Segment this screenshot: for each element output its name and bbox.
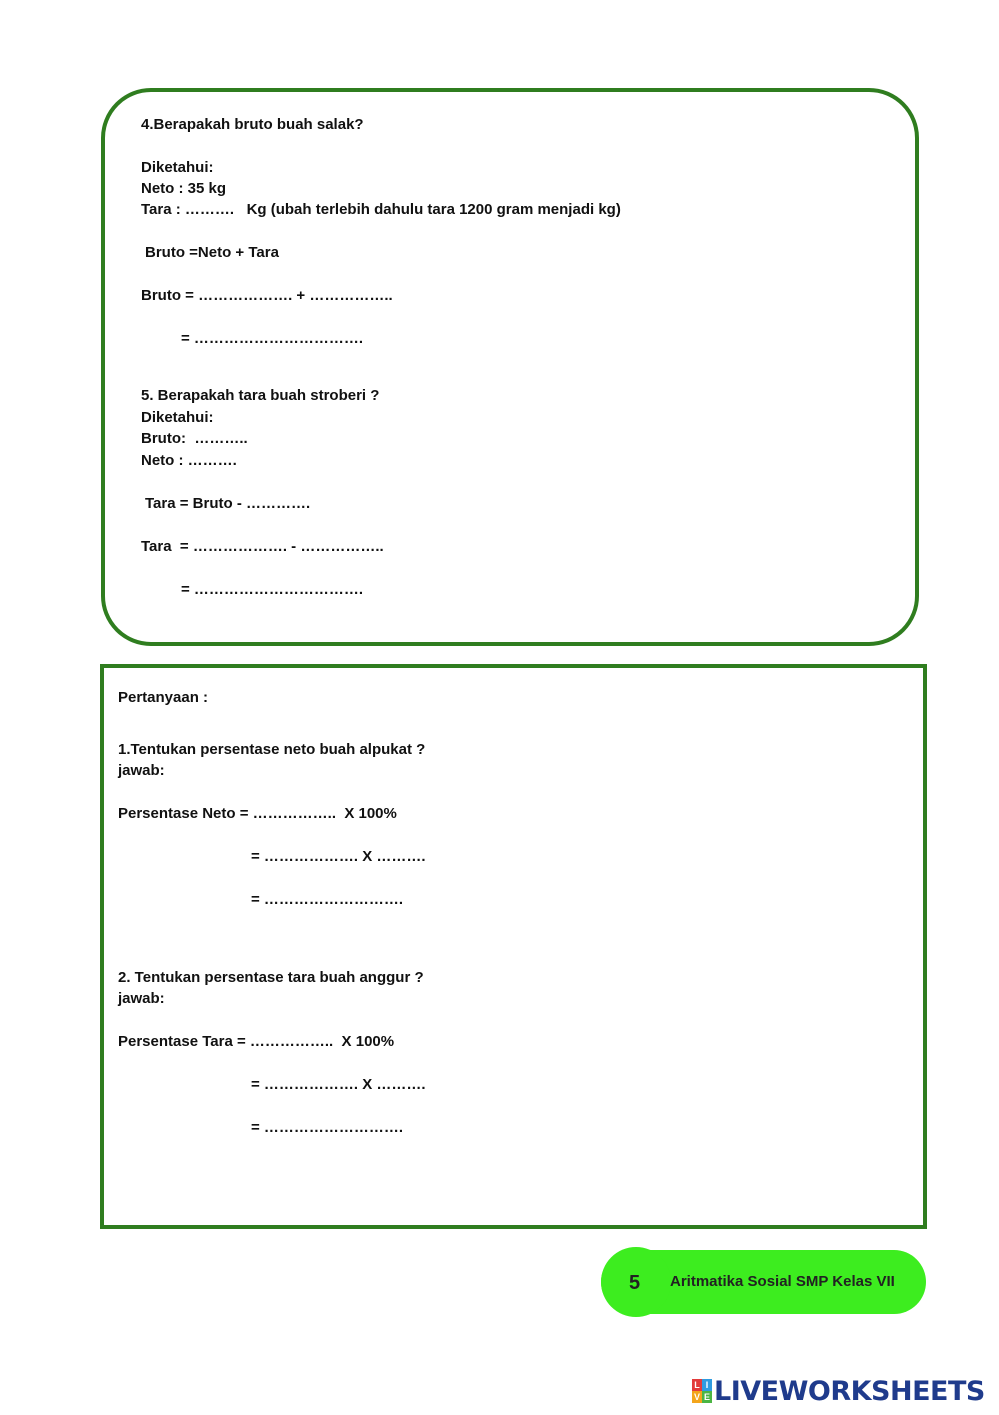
q4-tara: Tara : ………. Kg (ubah terlebih dahulu tara 1200 gram menjadi kg)	[141, 201, 621, 218]
footer-title: Aritmatika Sosial SMP Kelas VII	[670, 1273, 895, 1290]
logo-letter: I	[702, 1379, 712, 1391]
brand-name: LIVEWORKSHEETS	[714, 1375, 985, 1407]
question-box-top	[101, 88, 919, 646]
q5-step1: Tara = ………………. - ……………..	[141, 538, 384, 555]
q2-step2: = ………………. X ……….	[251, 1076, 426, 1093]
liveworksheets-brand	[692, 1376, 985, 1406]
q5-formula: Tara = Bruto - ………….	[145, 495, 311, 512]
q5-step2: = …………………………….	[181, 581, 364, 598]
q1-step3: = ……………………….	[251, 891, 404, 908]
logo-letter: L	[692, 1379, 702, 1391]
q1-step1: Persentase Neto = …………….. X 100%	[118, 805, 397, 822]
q4-formula: Bruto =Neto + Tara	[145, 244, 279, 261]
q2-step3: = ……………………….	[251, 1119, 404, 1136]
q5-neto: Neto : ……….	[141, 452, 237, 469]
q4-title: 4.Berapakah bruto buah salak?	[141, 116, 364, 133]
q4-step2: = …………………………….	[181, 330, 364, 347]
liveworksheets-logo-icon	[692, 1379, 712, 1403]
logo-letter: V	[693, 1392, 700, 1402]
q1-title: 1.Tentukan persentase neto buah alpukat ?	[118, 741, 426, 758]
pertanyaan-heading: Pertanyaan :	[118, 689, 209, 706]
q5-diketahui: Diketahui:	[141, 409, 214, 426]
page-number: 5	[629, 1272, 641, 1294]
q2-title: 2. Tentukan persentase tara buah anggur ?	[118, 969, 424, 986]
q1-step2: = ………………. X ……….	[251, 848, 426, 865]
q1-jawab: jawab:	[118, 762, 165, 779]
q5-bruto: Bruto: ………..	[141, 430, 248, 447]
q5-title: 5. Berapakah tara buah stroberi ?	[141, 387, 380, 404]
logo-letter: E	[703, 1392, 710, 1402]
q4-step1: Bruto = ………………. + ……………..	[141, 287, 393, 304]
q4-neto: Neto : 35 kg	[141, 180, 227, 197]
q4-diketahui: Diketahui:	[141, 159, 214, 176]
q2-jawab: jawab:	[118, 990, 165, 1007]
q2-step1: Persentase Tara = …………….. X 100%	[118, 1033, 395, 1050]
footer-pill	[601, 1250, 926, 1314]
